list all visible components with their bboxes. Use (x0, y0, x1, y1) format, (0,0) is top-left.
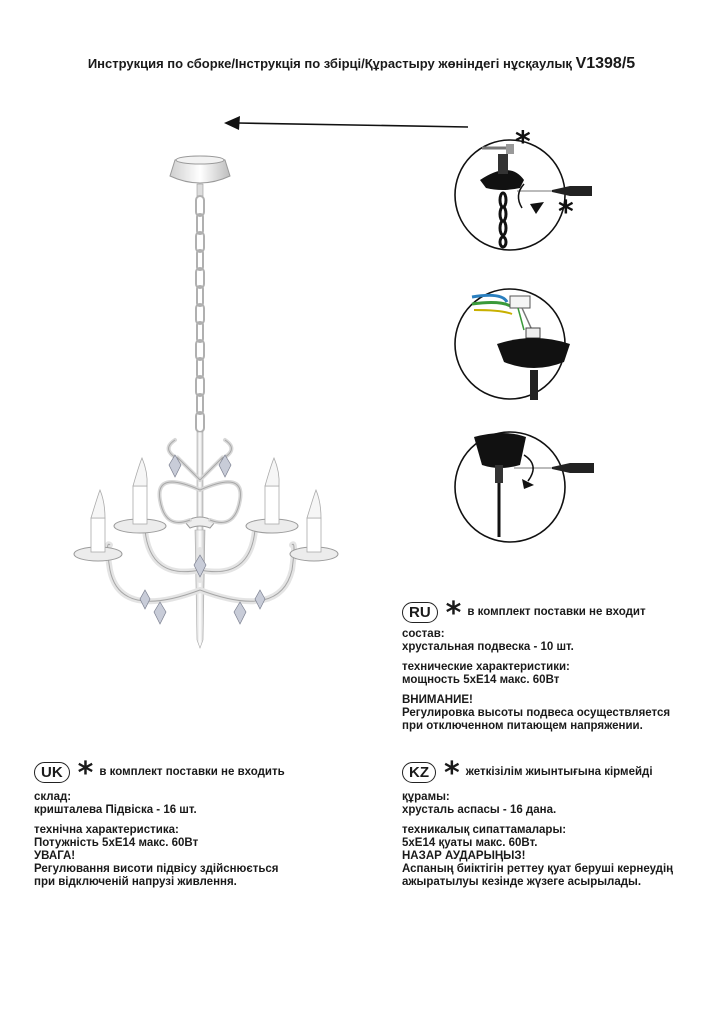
kz-badge: KZ (402, 762, 436, 783)
kz-warning-line2: ажыратылуы кезінде жүзеге асырылады. (402, 876, 642, 888)
uk-specs-label: технічна характеристика: (34, 824, 179, 836)
ru-badge: RU (402, 602, 438, 623)
ru-star-note: в комплект поставки не входит (467, 606, 646, 618)
kz-specs-value: 5хЕ14 қуаты макс. 60Вт. (402, 837, 538, 849)
ru-warning-line1: Регулировка высоты подвеса осуществляется (402, 707, 671, 719)
uk-header (34, 756, 285, 791)
uk-specs-value: Потужність 5хЕ14 макс. 60Вт (34, 837, 199, 849)
star-icon: * (445, 596, 462, 631)
uk-warning-line1: Регулювання висоти підвісу здійснюється (34, 863, 279, 875)
page-title (0, 55, 723, 73)
ru-specs-label: технические характеристики: (402, 661, 570, 673)
model-number: V1398/5 (575, 55, 636, 72)
kz-composition-label: құрамы: (402, 791, 450, 803)
kz-specs-label: техникалық сипаттамалары: (402, 824, 567, 836)
star-icon: * (444, 756, 460, 791)
ru-composition-label: состав: (402, 628, 445, 640)
ru-warning-label: ВНИМАНИЕ! (402, 694, 473, 706)
uk-star-note: в комплект поставки не входить (99, 766, 285, 778)
kz-warning-label: НАЗАР АУДАРЫҢЫЗ! (402, 850, 526, 862)
kz-header (402, 756, 673, 791)
kz-section (402, 756, 674, 889)
ru-section (402, 596, 671, 733)
step-canopy-mount-diagram (452, 130, 602, 260)
chandelier-illustration (60, 150, 380, 660)
ru-warning-line2: при отключенном питающем напряжении. (402, 720, 643, 732)
kz-star-note: жеткізілім жиынтығына кірмейді (465, 766, 653, 778)
step-height-adjust-diagram (452, 425, 602, 555)
star-marker: * (558, 195, 574, 230)
step-wiring-diagram (452, 282, 592, 412)
kz-warning-line1: Аспаның биіктігін реттеу қуат беруші кернеудің (402, 863, 674, 875)
uk-section (34, 756, 285, 889)
ru-specs-value: мощность 5хЕ14 макс. 60Вт (402, 674, 560, 686)
kz-composition-value: хрусталь аспасы - 16 дана. (402, 804, 557, 816)
uk-composition-label: склад: (34, 791, 72, 803)
uk-composition-value: кришталева Підвіска - 16 шт. (34, 804, 197, 816)
uk-warning-line2: при відключеній напрузі живлення. (34, 876, 237, 888)
ru-composition-value: хрустальная подвеска - 10 шт. (402, 641, 574, 653)
pointer-arrow (220, 110, 470, 140)
uk-warning-label: УВАГА! (34, 850, 76, 862)
title-text: Инструкция по сборке/Інструкція по збірці/Құрастыру жөніндегі нұсқаулық (87, 56, 572, 71)
ru-header (402, 596, 670, 631)
star-marker: * (515, 130, 531, 160)
star-icon: * (77, 756, 94, 791)
uk-badge: UK (34, 762, 70, 783)
